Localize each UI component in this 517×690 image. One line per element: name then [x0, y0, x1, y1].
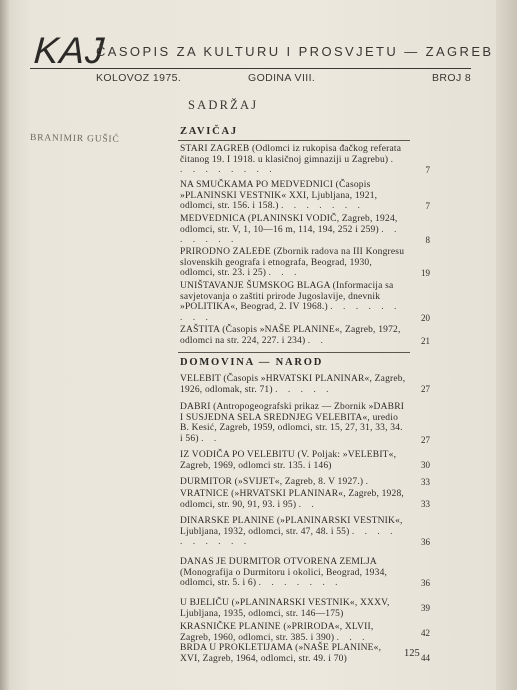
entry-title: DURMITOR (»SVIJET«, Zagreb, 8. V 1927.) — [180, 477, 364, 487]
toc-entry — [180, 402, 406, 444]
entry-leaders: . . . . . — [275, 384, 333, 395]
toc-entry — [180, 477, 406, 488]
entry-leaders: . . . . . . . — [180, 224, 401, 246]
entry-page: 8 — [425, 235, 430, 245]
entry-title: DANAS JE DURMITOR OTVORENA ZEMLJA (Monografija o Durmitoru i okolici, Beograd, 1934, odlomci, str. 5. i 6) — [180, 557, 388, 589]
entry-leaders: . . — [201, 433, 221, 444]
entry-title: MEDVEDNICA (PLANINSKI VODIČ, Zagreb, 1924, odlomci, str. V, 1, 10—16 m, 114, 194, 252 i 259) — [180, 214, 398, 235]
issue-number: BROJ 8 — [432, 72, 472, 84]
entry-leaders: . . . . . . . — [258, 578, 342, 589]
page-edge — [496, 0, 517, 690]
entry-page: 27 — [421, 384, 430, 394]
entry-title: U BJELIČU (»PLANINARSKI VESTNIK«, XXXV, Ljubljana, 1935, odlomci, str. 146—175) — [180, 598, 390, 619]
toc-entry — [180, 516, 406, 548]
entry-title: IZ VODIČA PO VELEBITU (V. Poljak: »VELEBIT«, Zagreb, 1969, odlomci str. 135. i 146) — [180, 450, 397, 471]
entry-title: PRIRODNO ZALEĐE (Zbornik radova na III Kongresu slovenskih geografa i etnografa, Beograd, 1930, odlomci, str. 23. i 25) — [180, 247, 405, 279]
volume-year: GODINA VIII. — [248, 72, 316, 84]
entry-page: 7 — [425, 201, 430, 211]
journal-logo: KAJ — [32, 30, 107, 71]
entry-page: 20 — [421, 313, 430, 323]
entry-leaders: . . . . . . . . . — [180, 154, 398, 176]
toc-entry — [180, 643, 402, 664]
toc-entry — [180, 180, 406, 212]
entry-page: 30 — [421, 460, 430, 470]
entry-page: 36 — [421, 537, 430, 547]
entry-title: UNIŠTAVANJE ŠUMSKOG BLAGA (Informacija sa savjetovanja o zaštiti prirode Jugoslavije, dnevnik »POLITIKA«, Beograd, 2. IV 1968.) — [180, 281, 394, 313]
entry-title: BRDA U PROKLETIJAMA (»NAŠE PLANINE«, XVI, Zagreb, 1964, odlomci, str. 49. i 70) — [180, 643, 382, 664]
toc-entry — [180, 598, 406, 619]
toc-entry — [180, 325, 406, 346]
entry-title: ZAŠTITA (Časopis »NAŠE PLANINE«, Zagreb, 1972, odlomci na str. 224, 227. i 234) — [180, 325, 401, 346]
entry-page: 27 — [421, 435, 430, 445]
entry-page: 33 — [421, 477, 430, 487]
entry-page: 19 — [421, 268, 430, 278]
toc-entry — [180, 450, 406, 471]
entry-page: 7 — [425, 165, 430, 175]
entry-title: VELEBIT (Časopis »HRVATSKI PLANINAR«, Zagreb, 1926, odlomak, str. 71) — [180, 374, 406, 395]
entry-title: KRASNIČKE PLANINE (»PRIRODA«, XLVII, Zagreb, 1960, odlomci, str. 385. i 390) — [180, 622, 374, 643]
toc-entry — [180, 247, 406, 279]
entry-page: 39 — [421, 603, 430, 613]
contents-title: SADRŽAJ — [188, 98, 259, 112]
toc-entry — [180, 281, 406, 323]
entry-leaders: . . . — [268, 268, 301, 279]
entry-leaders: . . — [298, 499, 318, 510]
entry-title: VRATNICE (»HRVATSKI PLANINAR«, Zagreb, 1928, odlomci, str. 90, 91, 93. i 95) — [180, 489, 404, 510]
entry-title: NA SMUČKAMA PO MEDVEDNICI (Časopis »PLANINSKI VESTNIK« XXI, Ljubljana, 1921, odlomci, str. 156. i 158.) — [180, 180, 378, 212]
entry-page: 21 — [421, 336, 430, 346]
entry-title: DABRI (Antropogeografski prikaz — Zbornik »DABRI I SUSJEDNA SELA SREDNJEG VELEBITA«, uredio B. Kesić, Zagreb, 1959, odlomci, str. 15, 27, 31, 33, 34. i 56) — [180, 402, 405, 444]
entry-leaders: . . . . . . . — [281, 201, 364, 212]
section-title-zavicaj: ZAVIČAJ — [180, 126, 238, 137]
entry-leaders: . . . — [336, 632, 369, 643]
entry-page: 36 — [421, 578, 430, 588]
entry-page: 42 — [421, 628, 430, 638]
entry-leaders: . . . . . . . . . . — [180, 526, 397, 548]
toc-entry — [180, 144, 406, 176]
entry-title: STARI ZAGREB (Odlomci iz rukopisa đačkog referata čitanog 19. I 1918. u klasičnoj gimnaziji u Zagrebu) — [180, 144, 402, 165]
masthead-rule — [30, 68, 471, 69]
toc-entry — [180, 489, 406, 510]
toc-entry — [180, 557, 406, 589]
toc-entry — [180, 214, 406, 246]
entry-page: 44 — [421, 653, 430, 663]
entry-leaders: . — [365, 477, 373, 487]
binding-shadow — [0, 0, 10, 690]
section-title-domovina-narod: DOMOVINA — NAROD — [180, 357, 324, 368]
issue-date: KOLOVOZ 1975. — [96, 72, 182, 84]
entry-page: 33 — [421, 499, 430, 509]
section-rule — [178, 140, 410, 141]
author-name: BRANIMIR GUŠIĆ — [29, 133, 120, 145]
entry-title: DINARSKE PLANINE (»PLANINARSKI VESTNIK«, Ljubljana, 1932, odlomci, str. 47, 48. i 55) — [180, 516, 403, 537]
journal-subtitle: ČASOPIS ZA KULTURU I PROSVJETU — ZAGREB — [96, 44, 494, 59]
toc-entry — [180, 374, 406, 395]
page-number: 125 — [404, 648, 420, 659]
entry-leaders: . . . . . . . . . — [180, 302, 401, 323]
entry-leaders: . . — [307, 335, 327, 346]
section-rule — [178, 352, 410, 353]
toc-entry — [180, 622, 406, 643]
